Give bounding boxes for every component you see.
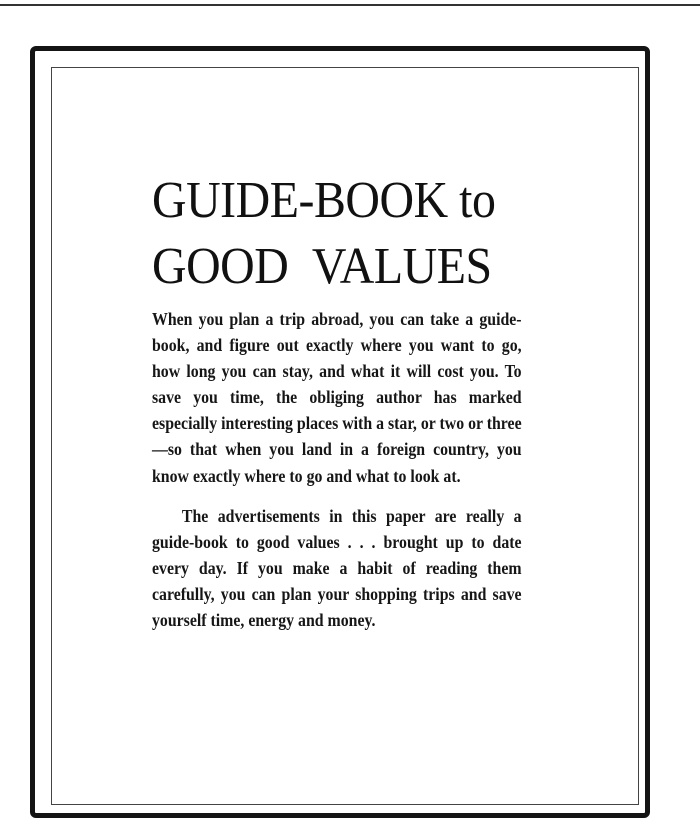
paragraph-2: The advertisements in this paper are really a guide-book to good values . . . brought up to date every day. If you make a habit of reading them carefully, you can plan your shopping trips and save yourself time, energy and money. [152,505,522,631]
headline-line-1: GUIDE-BOOK to [152,172,496,229]
headline [152,168,496,300]
paragraph-1: When you plan a trip abroad, you can take a guide-book, and figure out exactly where you want to go, how long you can stay, and what it will cost you. To save you time, the obliging author has marked especially interesting places with a star, or two or three—so that when you land in a foreign country, you know exactly where to go and what to look at. [152,309,522,486]
headline-line-2: GOOD VALUES [152,238,492,295]
ad-content [152,168,522,633]
top-rule [0,4,700,6]
